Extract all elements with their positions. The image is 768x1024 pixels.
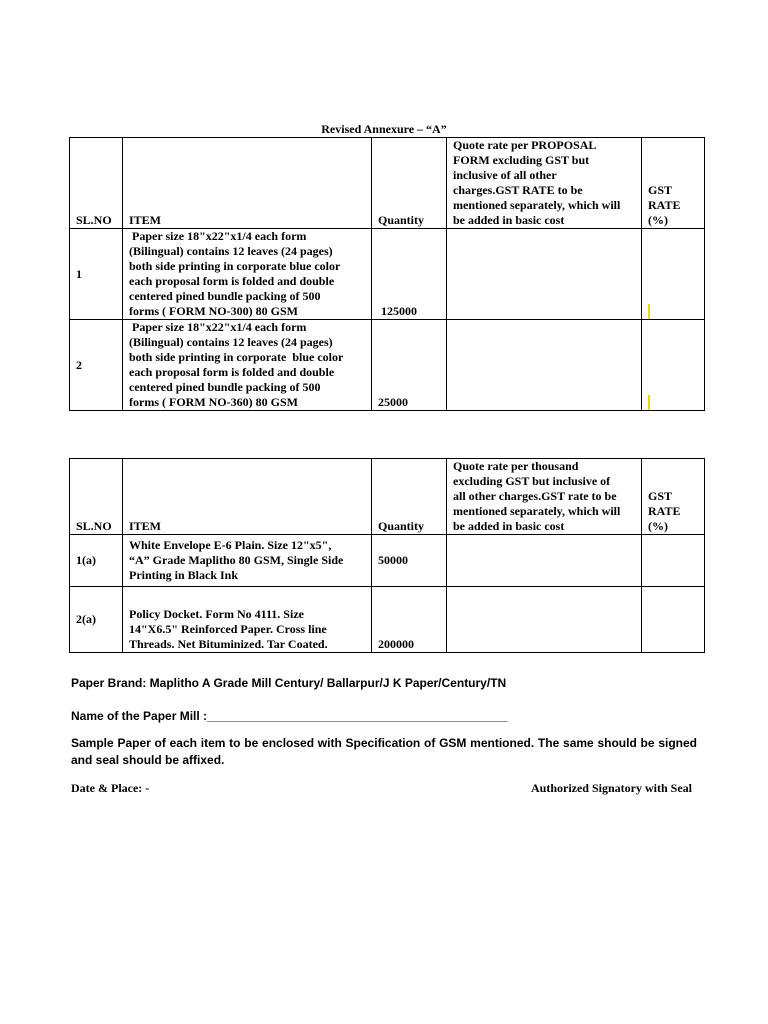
header-quantity: Quantity — [372, 459, 447, 535]
header-gst-rate: GST RATE (%) — [642, 138, 705, 229]
cell-slno: 2 — [70, 320, 123, 411]
cell-slno: 1 — [70, 229, 123, 320]
cell-quantity: 200000 — [372, 587, 447, 653]
proposal-form-table — [69, 137, 705, 411]
cell-gst-rate[interactable] — [642, 587, 705, 653]
date-place-label: Date & Place: - — [71, 781, 150, 795]
cell-quantity: 50000 — [372, 535, 447, 587]
cell-quote-rate[interactable] — [447, 229, 642, 320]
envelope-docket-table — [69, 458, 705, 653]
cell-quote-rate[interactable] — [447, 587, 642, 653]
table-header-row — [70, 138, 705, 229]
cell-quote-rate[interactable] — [447, 320, 642, 411]
cell-gst-rate[interactable] — [642, 535, 705, 587]
cell-slno: 2(a) — [70, 587, 123, 653]
header-slno: SL.NO — [70, 459, 123, 535]
cell-item: Policy Docket. Form No 4111. Size 14"X6.5" Reinforced Paper. Cross line Threads. Net Bituminized. Tar Coated. — [123, 587, 372, 653]
table-row — [70, 229, 705, 320]
authorized-signatory-label: Authorized Signatory with Seal — [530, 781, 692, 795]
cell-quote-rate[interactable] — [447, 535, 642, 587]
cell-slno: 1(a) — [70, 535, 123, 587]
highlight-marker — [648, 304, 650, 319]
sample-paper-note: Sample Paper of each item to be enclosed with Specification of GSM mentioned. The same should be signed and seal should be affixed. — [71, 736, 697, 767]
table-row — [70, 535, 705, 587]
cell-gst-rate[interactable] — [642, 320, 705, 411]
header-quote-rate: Quote rate per PROPOSAL FORM excluding GST but inclusive of all other charges.GST RATE to be mentioned separately, which will be added in basic cost — [447, 138, 642, 229]
paper-brand-line: Paper Brand: Maplitho A Grade Mill Century/ Ballarpur/J K Paper/Century/TN — [71, 676, 507, 690]
cell-item: White Envelope E-6 Plain. Size 12"x5", “A” Grade Maplitho 80 GSM, Single Side Printing in Black Ink — [123, 535, 372, 587]
table-row — [70, 320, 705, 411]
header-item: ITEM — [123, 138, 372, 229]
table-row — [70, 587, 705, 653]
highlight-marker — [648, 395, 650, 410]
cell-gst-rate[interactable] — [642, 229, 705, 320]
header-quote-rate: Quote rate per thousand excluding GST but inclusive of all other charges.GST rate to be mentioned separately, which will be added in basic cost — [447, 459, 642, 535]
header-quantity: Quantity — [372, 138, 447, 229]
header-slno: SL.NO — [70, 138, 123, 229]
paper-mill-line: Name of the Paper Mill :_____________________________________________ — [71, 709, 508, 723]
cell-quantity: 25000 — [372, 320, 447, 411]
cell-item: Paper size 18"x22"x1/4 each form (Bilingual) contains 12 leaves (24 pages) both side printing in corporate blue color each proposal form is folded and double centered pined bundle packing of 500 forms ( FORM NO-360) 80 GSM — [123, 320, 372, 411]
cell-quantity: 125000 — [372, 229, 447, 320]
table-header-row — [70, 459, 705, 535]
header-item: ITEM — [123, 459, 372, 535]
cell-item: Paper size 18"x22"x1/4 each form (Bilingual) contains 12 leaves (24 pages) both side printing in corporate blue color each proposal form is folded and double centered pined bundle packing of 500 forms ( FORM NO-300) 80 GSM — [123, 229, 372, 320]
document-title: Revised Annexure – “A” — [321, 122, 447, 136]
header-gst-rate: GST RATE (%) — [642, 459, 705, 535]
